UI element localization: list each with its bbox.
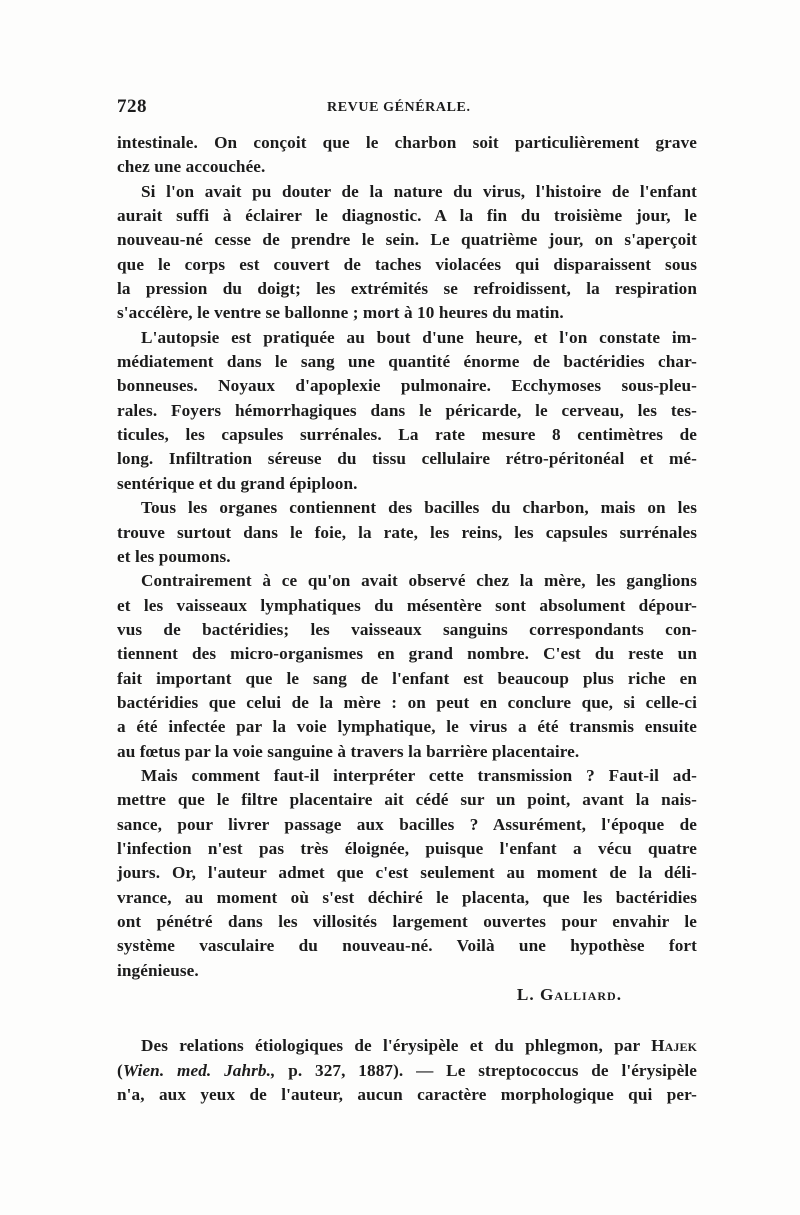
- text-line: Si l'on avait pu douter de la nature du virus, l'histoire de l'enfant: [141, 181, 697, 201]
- text-line: sance, pour livrer passage aux bacilles ? Assurément, l'époque de: [117, 814, 697, 834]
- text-line: long. Infiltration séreuse du tissu cellulaire rétro-péritonéal et mé-: [117, 449, 697, 469]
- text-line: tiennent des micro-organismes en grand nombre. C'est du reste un: [117, 644, 697, 664]
- text-line: au fœtus par la voie sanguine à travers la barrière placentaire.: [117, 741, 580, 761]
- running-title: REVUE GÉNÉRALE.: [327, 100, 471, 115]
- text-line: vrance, au moment où s'est déchiré le placenta, que les bactéridies: [117, 887, 697, 907]
- text-line: médiatement dans le sang une quantité énorme de bactéridies char-: [117, 352, 697, 372]
- text-line: ingénieuse.: [117, 960, 199, 980]
- text-line: sentérique et du grand épiploon.: [117, 473, 358, 493]
- text-line: fait important que le sang de l'enfant est beaucoup plus riche en: [117, 668, 697, 688]
- text-line: aurait suffi à éclairer le diagnostic. A la fin du troisième jour, le: [117, 206, 697, 226]
- text-line: l'infection n'est pas très éloignée, puisque l'enfant a vécu quatre: [117, 838, 697, 858]
- journal-name: Wien. med. Jahrb.,: [122, 1060, 276, 1080]
- text-line: mettre que le filtre placentaire ait cédé sur un point, avant la nais-: [117, 790, 697, 810]
- source-open: (: [117, 1060, 123, 1080]
- article-author: Hajek: [651, 1036, 697, 1056]
- article-by: par: [614, 1036, 640, 1056]
- body-text: [117, 131, 697, 1107]
- text-line: trouve surtout dans le foie, la rate, les reins, les capsules surrénales: [117, 522, 697, 542]
- text-line: intestinale. On conçoit que le charbon soit particulièrement grave: [117, 133, 697, 152]
- text-line: s'accélère, le ventre se ballonne ; mort à 10 heures du matin.: [117, 303, 564, 323]
- text-line: vus de bactéridies; les vaisseaux sanguins correspondants con-: [117, 619, 697, 639]
- text-line: bonneuses. Noyaux d'apoplexie pulmonaire. Ecchymoses sous-pleu-: [117, 376, 697, 396]
- text-line: la pression du doigt; les extrémités se refroidissent, la respiration: [117, 279, 697, 299]
- text-line: et les poumons.: [117, 546, 231, 566]
- text-line: que le corps est couvert de taches violacées qui disparaissent sous: [117, 254, 697, 274]
- text-line: système vasculaire du nouveau-né. Voilà une hypothèse fort: [117, 936, 697, 956]
- section-gap: [117, 1007, 697, 1034]
- page-header: [117, 96, 697, 126]
- author-signature: L. Galliard.: [516, 985, 622, 1005]
- text-line: et les vaisseaux lymphatiques du mésentère sont absolument dépour-: [117, 595, 697, 615]
- text-line: chez une accouchée.: [117, 157, 266, 177]
- text-line: nouveau-né cesse de prendre le sein. Le quatrième jour, on s'aperçoit: [117, 230, 697, 250]
- article-heading-line: [117, 1034, 697, 1058]
- text-line: Contrairement à ce qu'on avait observé chez la mère, les ganglions: [141, 571, 697, 591]
- text-line: rales. Foyers hémorrhagiques dans le péricarde, le cerveau, les tes-: [117, 400, 697, 420]
- text-line: Mais comment faut-il interpréter cette transmission ? Faut-il ad-: [141, 765, 697, 785]
- text-line: Tous les organes contiennent des bacilles du charbon, mais on les: [141, 498, 697, 518]
- text-line: bactéridies que celui de la mère : on peut en conclure que, si celle-ci: [117, 692, 697, 712]
- text-line: n'a, aux yeux de l'auteur, aucun caractère morphologique qui per-: [117, 1085, 697, 1105]
- text-line: L'autopsie est pratiquée au bout d'une heure, et l'on constate im-: [141, 327, 697, 347]
- text-line: a été infectée par la voie lymphatique, le virus a été transmis ensuite: [117, 717, 697, 737]
- article-source-line: [117, 1059, 697, 1083]
- article-title: Des relations étiologiques de l'érysipèle et du phlegmon,: [141, 1036, 603, 1056]
- source-rest: p. 327, 1887). — Le streptococcus de l'érysipèle: [275, 1060, 697, 1080]
- text-line: ticules, les capsules surrénales. La rate mesure 8 centimètres de: [117, 425, 697, 445]
- page-number: 728: [117, 96, 147, 117]
- text-line: jours. Or, l'auteur admet que c'est seulement au moment de la déli-: [117, 863, 697, 883]
- text-line: ont pénétré dans les villosités largement ouvertes pour envahir le: [117, 912, 697, 931]
